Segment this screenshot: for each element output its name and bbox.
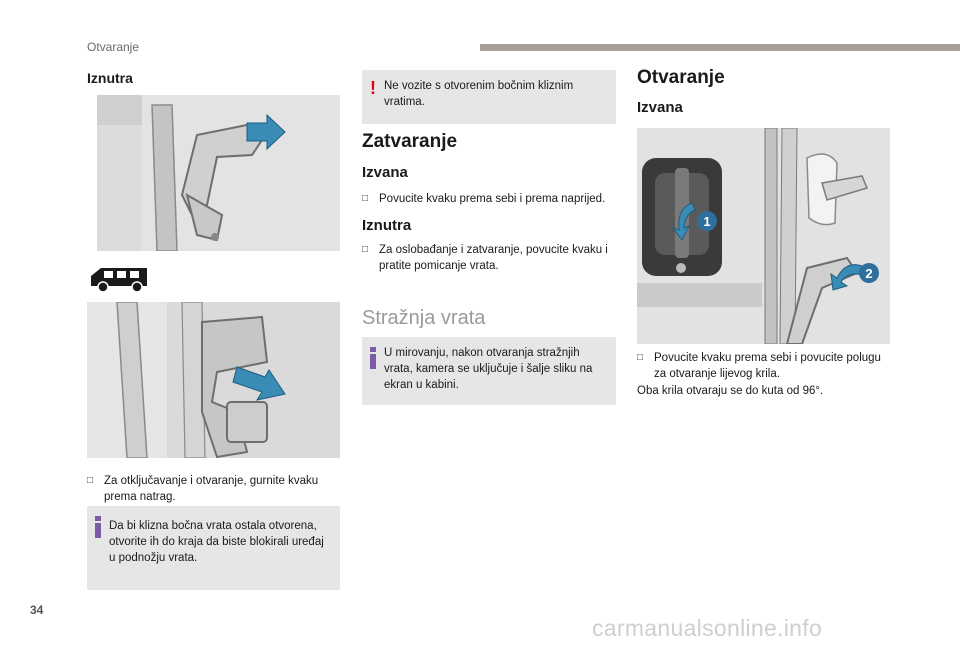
heading-outside-right: Izvana <box>637 99 683 116</box>
warning-note-text: Ne vozite s otvorenim bočnim kliznim vratima. <box>384 80 574 108</box>
info-note-rear-camera <box>362 337 616 405</box>
page-number: 34 <box>30 603 44 617</box>
watermark: carmanualsonline.info <box>592 615 823 641</box>
checkbox-bullet-icon: □ <box>87 475 94 486</box>
heading-inside-left: Iznutra <box>87 70 133 86</box>
callout-1: 1 <box>703 214 711 229</box>
section-header: Otvaranje <box>87 40 140 54</box>
info-icon <box>95 516 101 538</box>
heading-inside-middle: Iznutra <box>362 217 412 234</box>
heading-closing: Zatvaranje <box>362 131 458 152</box>
checkbox-bullet-icon: □ <box>362 244 369 255</box>
instruction-close-outside: □ Povucite kvaku prema sebi i prema naprijed. <box>362 193 606 205</box>
instruction-open-rear: □ Povucite kvaku prema sebi i povucite polugu za otvaranje lijevog krila. <box>637 352 881 380</box>
warning-exclamation-icon: ! <box>370 78 376 98</box>
checkbox-bullet-icon: □ <box>637 352 644 363</box>
warning-note-driving <box>362 70 616 124</box>
illustration-inner-handle <box>97 95 340 251</box>
instruction-unlock-open: □ Za otključavanje i otvaranje, gurnite kvaku prema natrag. <box>87 475 319 503</box>
illustration-rear-door-handle <box>637 128 890 344</box>
instruction-close-inside: □ Za oslobađanje i zatvaranje, povucite kvaku i pratite pomicanje vrata. <box>362 244 608 272</box>
illustration-door-lock-device <box>87 302 340 458</box>
heading-opening: Otvaranje <box>637 67 725 88</box>
passenger-van-icon <box>87 264 151 294</box>
rear-handle-drawing <box>637 128 890 344</box>
rear-camera-note-text: U mirovanju, nakon otvaranja stražnjih vrata, kamera se uključuje i šalje sliku na ekran u kabini. <box>384 347 593 391</box>
opening-angle-note: Oba krila otvaraju se do kuta od 96°. <box>637 385 824 397</box>
callout-2: 2 <box>865 266 873 281</box>
info-icon <box>370 347 376 369</box>
header-rule <box>480 44 960 51</box>
info-note-text: Da bi klizna bočna vrata ostala otvorena, otvorite ih do kraja da biste blokirali uređaj u podnožju vrata. <box>109 520 324 564</box>
heading-outside-middle: Izvana <box>362 164 408 181</box>
door-device-drawing <box>87 302 340 458</box>
checkbox-bullet-icon: □ <box>362 193 369 204</box>
inner-handle-drawing <box>97 95 340 251</box>
info-note-sliding-door <box>87 506 340 590</box>
heading-rear-doors: Stražnja vrata <box>362 307 486 329</box>
